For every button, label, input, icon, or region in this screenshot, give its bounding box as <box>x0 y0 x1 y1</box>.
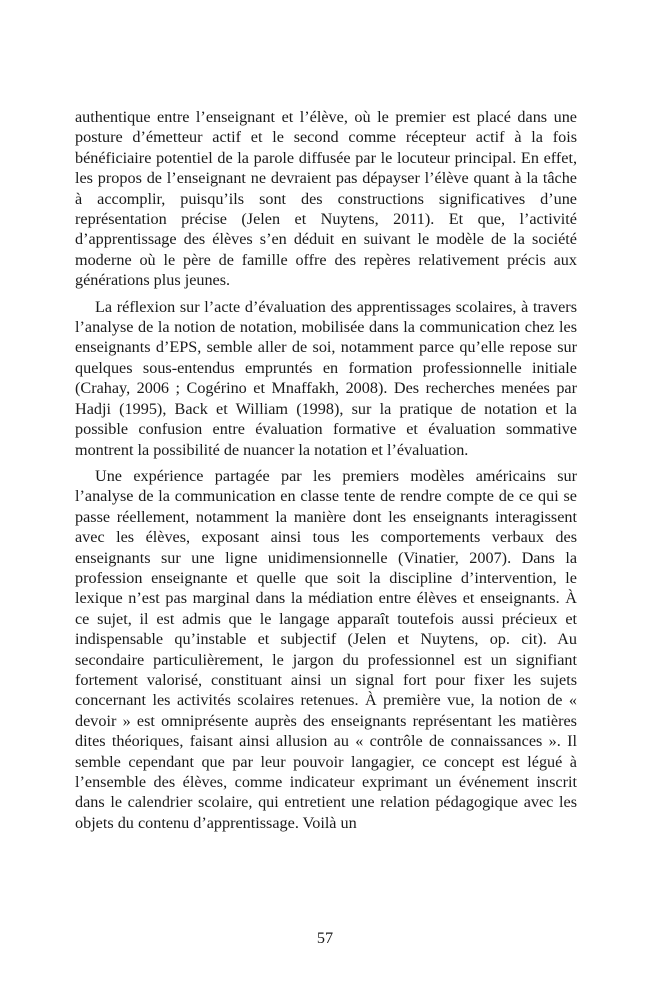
page-body <box>75 107 577 833</box>
paragraph-evaluation: La réflexion sur l’acte d’évaluation des apprentissages scolaires, à travers l’analyse de la notion de notation, mobilisée dans la communication chez les enseignants d’EPS, semble aller de soi, notamment parce qu’elle repose sur quelques sous-entendus empruntés en formation professionnelle initiale (Crahay, 2006 ; Cogérino et Mnaffakh, 2008). Des recherches menées par Hadji (1995), Back et William (1998), sur la pratique de notation et la possible confusion entre évaluation formative et évaluation sommative montrent la possibilité de nuancer la notation et l’évaluation. <box>75 297 577 459</box>
paragraph-continued: authentique entre l’enseignant et l’élève, où le premier est placé dans une posture d’émetteur actif et le second comme récepteur actif à la fois bénéficiaire potentiel de la parole diffusée par le locuteur principal. En effet, les propos de l’enseignant ne devraient pas dépayser l’élève quant à la tâche à accomplir, puisqu’ils sont des constructions significatives d’une représentation précise (Jelen et Nuytens, 2011). Et que, l’activité d’apprentissage des élèves s’en déduit en suivant le modèle de la société moderne où le père de famille offre des repères relativement précis aux générations plus jeunes. <box>75 108 577 290</box>
paragraph-communication: Une expérience partagée par les premiers modèles américains sur l’analyse de la communication en classe tente de rendre compte de ce qui se passe réellement, notamment la manière dont les enseignants interagissent avec les élèves, exposant ainsi tous les comportements verbaux des enseignants sur une ligne unidimensionnelle (Vinatier, 2007). Dans la profession enseignante et quelle que soit la discipline d’intervention, le lexique n’est pas marginal dans la médiation entre élèves et enseignants. À ce sujet, il est admis que le langage apparaît toutefois aussi précieux et indispensable qu’instable et subjectif (Jelen et Nuytens, op. cit). Au secondaire particulièrement, le jargon du professionnel est un signifiant fortement valorisé, constituant ainsi un signal fort pour fixer les sujets concernant les activités scolaires retenues. À première vue, la notion de « devoir » est omniprésente auprès des enseignants représentant les matières dites théoriques, faisant ainsi allusion au « contrôle de connaissances ». Il semble cependant que par leur pouvoir langagier, ce concept est légué à l’ensemble des élèves, comme indicateur exprimant un événement inscrit dans le calendrier scolaire, qui entretient une relation pédagogique avec les objets du contenu d’apprentissage. Voilà un <box>75 466 577 832</box>
page-number: 57 <box>316 929 334 947</box>
